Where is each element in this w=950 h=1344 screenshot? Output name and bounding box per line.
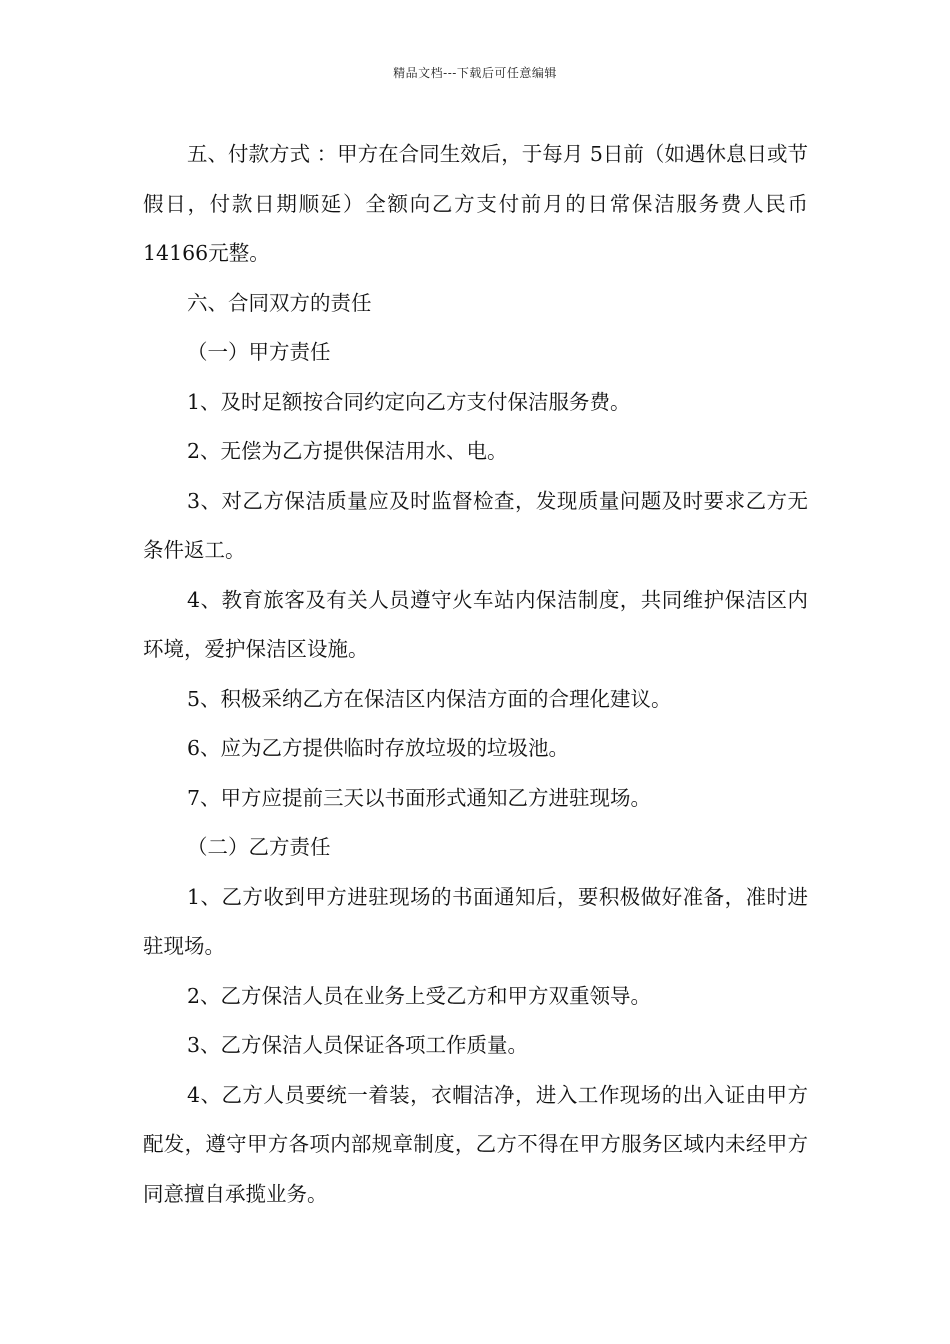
paragraph-party-b-item-2: 2、乙方保洁人员在业务上受乙方和甲方双重领导。 [187, 983, 652, 1008]
document-body [143, 130, 808, 1219]
section-heading-responsibilities: 六、合同双方的责任 [187, 290, 372, 315]
paragraph-party-a-item-3: 3、对乙方保洁质量应及时监督检查，发现质量问题及时要求乙方无条件返工。 [143, 488, 808, 562]
subsection-heading-party-b: （二）乙方责任 [187, 835, 331, 859]
paragraph-party-b-item-4: 4、乙方人员要统一着装，衣帽洁净，进入工作现场的出入证由甲方配发，遵守甲方各项内部规章制度，乙方不得在甲方服务区域内未经甲方同意擅自承揽业务。 [143, 1082, 808, 1206]
paragraph-party-a-item-6: 6、应为乙方提供临时存放垃圾的垃圾池。 [187, 736, 570, 760]
paragraph-party-a-item-4: 4、教育旅客及有关人员遵守火车站内保洁制度，共同维护保洁区内环境，爱护保洁区设施。 [143, 587, 808, 661]
paragraph-party-b-item-1: 1、乙方收到甲方进驻现场的书面通知后，要积极做好准备，准时进驻现场。 [143, 884, 808, 958]
paragraph-party-a-item-7: 7、甲方应提前三天以书面形式通知乙方进驻现场。 [187, 785, 652, 810]
paragraph-party-a-item-5: 5、积极采纳乙方在保洁区内保洁方面的合理化建议。 [187, 686, 672, 711]
paragraph-party-a-item-2: 2、无偿为乙方提供保洁用水、电。 [187, 439, 508, 463]
page-header: 精品文档---下载后可任意编辑 [393, 66, 557, 80]
paragraph-party-b-item-3: 3、乙方保洁人员保证各项工作质量。 [187, 1033, 529, 1057]
paragraph-payment-method: 五、付款方式 ：甲方在合同生效后，于每月 5日前（如遇休息日或节假日，付款日期顺延）全额向乙方支付前月的日常保洁服务费人民币14166元整。 [143, 142, 808, 265]
subsection-heading-party-a: （一）甲方责任 [187, 340, 331, 364]
paragraph-party-a-item-1: 1、及时足额按合同约定向乙方支付保洁服务费。 [187, 389, 631, 414]
